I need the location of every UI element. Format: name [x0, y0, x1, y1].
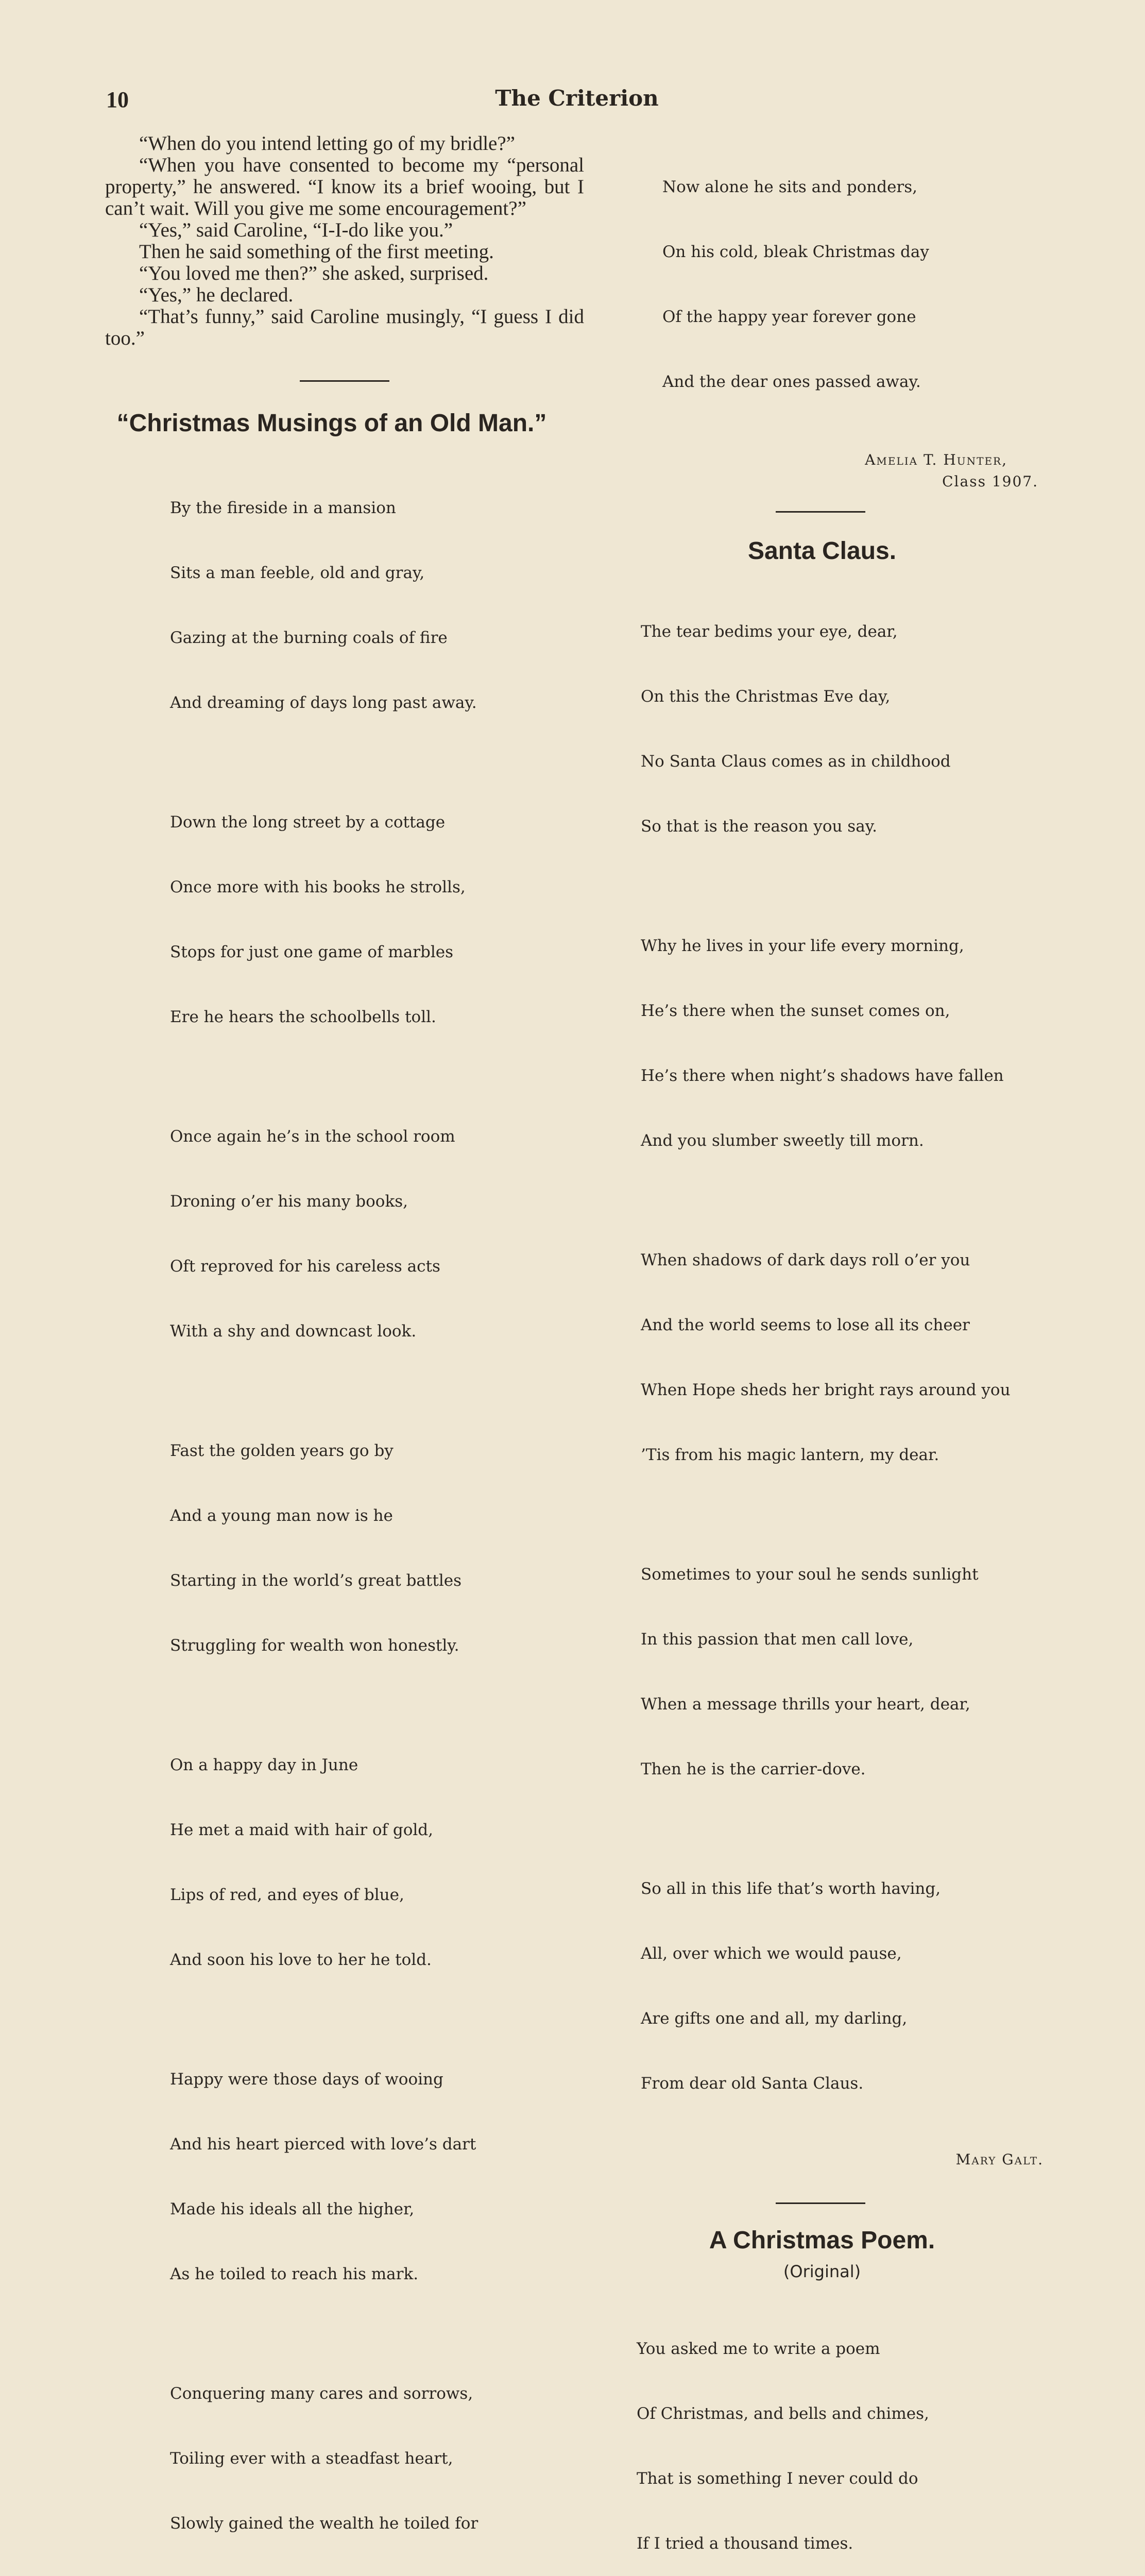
poem-line: And his heart pierced with love’s dart [170, 2135, 476, 2154]
poem-title-santa: Santa Claus. [747, 537, 897, 565]
poem-line: Struggling for wealth won honestly. [170, 1636, 459, 1655]
poem-line: Slowly gained the wealth he toiled for [170, 2514, 478, 2533]
poem-line: When a message thrills your heart, dear, [641, 1695, 970, 1714]
poem-line: He’s there when the sunset comes on, [641, 1002, 950, 1020]
stanza [170, 2025, 584, 2328]
poem-line: Toiling ever with a steadfast heart, [170, 2449, 453, 2468]
poem-line: Once again he’s in the school room [170, 1127, 455, 1146]
stanza [662, 133, 1080, 436]
left-column [105, 133, 584, 2576]
story-paragraph: “Yes,” he declared. [139, 284, 294, 306]
stanza [170, 1082, 584, 1385]
poem-line: And the dear ones passed away. [662, 372, 921, 391]
poem-line: That is something I never could do [637, 2469, 918, 2488]
stanza [170, 454, 584, 757]
poem-line: If I tried a thousand times. [637, 2534, 853, 2553]
poem-line: Oft reproved for his careless acts [170, 1257, 440, 1276]
poem-line: Conquering many cares and sorrows, [170, 2384, 473, 2403]
poem-line: Ere he hears the schoolbells toll. [170, 1008, 436, 1026]
poem-line: Fast the golden years go by [170, 1442, 394, 1460]
poem-line: And the world seems to lose all its cheer [641, 1316, 970, 1334]
poem-line: And dreaming of days long past away. [170, 693, 477, 712]
poem-line: And a young man now is he [170, 1506, 393, 1525]
author-name: Amelia T. Hunter, [865, 451, 1007, 468]
poem-line: In this passion that men call love, [641, 1630, 914, 1649]
poem-line: By the fireside in a mansion [170, 499, 396, 517]
story-ending [105, 133, 584, 349]
poem-line: When shadows of dark days roll o’er you [641, 1251, 970, 1269]
poem-line: On a happy day in June [170, 1756, 358, 1774]
story-paragraph: “You loved me then?” she asked, surprised. [139, 262, 489, 284]
poem-line: He met a maid with hair of gold, [170, 1821, 433, 1839]
stanza [641, 578, 1080, 880]
poem-line: You asked me to write a poem [637, 2340, 880, 2358]
poem-line: On this the Christmas Eve day, [641, 687, 891, 706]
poem-line: On his cold, bleak Christmas day [662, 243, 929, 261]
poem-line: And you slumber sweetly till morn. [641, 1131, 924, 1150]
poem-line: Of Christmas, and bells and chimes, [637, 2404, 929, 2423]
poem-line: Lips of red, and eyes of blue, [170, 1886, 404, 1904]
poem-line: ’Tis from his magic lantern, my dear. [641, 1446, 939, 1464]
poem-line: When Hope sheds her bright rays around you [641, 1381, 1011, 1399]
poem-title-musings: “Christmas Musings of an Old Man.” [116, 410, 547, 437]
poem-line: He’s there when night’s shadows have fallen [641, 1066, 1004, 1085]
poem-line: With a shy and downcast look. [170, 1322, 417, 1341]
story-paragraph: “Yes,” said Caroline, “I-I-do like you.” [139, 219, 453, 241]
poem-line: Are gifts one and all, my darling, [641, 2009, 908, 2028]
stanza [170, 1711, 584, 2014]
poem-line: Of the happy year forever gone [662, 308, 916, 326]
story-paragraph: “When do you intend letting go of my bridle?” [139, 132, 515, 155]
poem-line: Droning o’er his many books, [170, 1192, 408, 1211]
story-paragraph: “When you have consented to become my “personal property,” he answered. “I know its a brief wooing, but I can’t wait. Will you give me some encouragement?” [105, 154, 584, 219]
stanza [637, 2295, 1080, 2576]
right-column [637, 133, 1080, 2576]
poem-line: No Santa Claus comes as in childhood [641, 752, 951, 771]
poem-line: Made his ideals all the higher, [170, 2200, 415, 2218]
poem-line: The tear bedims your eye, dear, [641, 622, 898, 641]
poem-line: And soon his love to her he told. [170, 1951, 432, 1969]
poem-line: Sometimes to your soul he sends sunlight [641, 1565, 979, 1584]
story-paragraph: Then he said something of the first meeting. [139, 241, 494, 263]
running-title: The Criterion [495, 86, 659, 111]
poem-line: Once more with his books he strolls, [170, 878, 466, 896]
poem-subtitle: (Original) [783, 2262, 861, 2281]
stanza [170, 2340, 584, 2576]
poem-line: Happy were those days of wooing [170, 2070, 443, 2089]
author-name: Mary Galt. [955, 2151, 1044, 2168]
stanza [170, 768, 584, 1071]
poem-line: Now alone he sits and ponders, [662, 178, 918, 196]
story-paragraph: “That’s funny,” said Caroline musingly, “I guess I did too.” [105, 306, 584, 349]
poem-line: Down the long street by a cottage [170, 813, 446, 832]
poem-line: Starting in the world’s great battles [170, 1571, 462, 1590]
poem-line: Why he lives in your life every morning, [641, 937, 964, 955]
page-number: 10 [106, 87, 129, 112]
stanza [170, 1397, 584, 1700]
stanza [641, 1835, 1080, 2138]
poem-line: Then he is the carrier-dove. [641, 1760, 866, 1778]
poem-line: Sits a man feeble, old and gray, [170, 564, 425, 582]
poem-line: Stops for just one game of marbles [170, 943, 454, 961]
author-class: Class 1907. [942, 473, 1038, 490]
poem-line: Gazing at the burning coals of fire [170, 629, 448, 647]
poem-line: All, over which we would pause, [641, 1944, 902, 1963]
poem-line: So all in this life that’s worth having, [641, 1879, 941, 1898]
stanza [641, 1206, 1080, 1509]
poem-line: So that is the reason you say. [641, 817, 877, 836]
stanza [641, 892, 1080, 1195]
poem-title-christmas: A Christmas Poem. [709, 2227, 935, 2254]
stanza [641, 1520, 1080, 1823]
poem-line: As he toiled to reach his mark. [170, 2265, 419, 2283]
poem-line: From dear old Santa Claus. [641, 2074, 864, 2093]
